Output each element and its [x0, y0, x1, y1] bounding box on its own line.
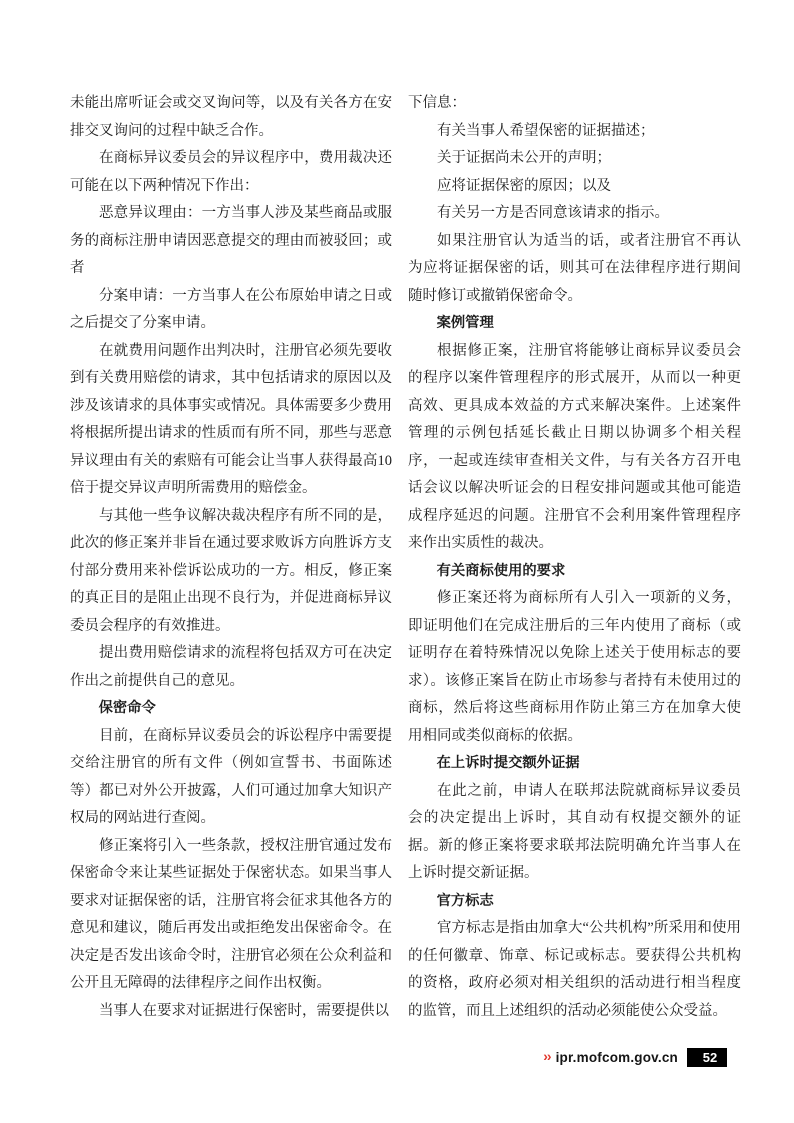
paragraph: 应将证据保密的原因；以及 — [437, 177, 611, 194]
paragraph: 在此之前，申请人在联邦法院就商标异议委员会的决定提出上诉时，其自动有权提交额外的证据。新的修正案将要求联邦法院明确允许当事人在上诉时提交新证据。 — [408, 782, 741, 881]
paragraph: 在就费用问题作出判决时，注册官必须先要收到有关费用赔偿的请求，其中包括请求的原因以及涉及该请求的具体事实或情况。具体需要多少费用将根据所提出请求的性质而有所不同，那些与恶意异议理由有关的索赔有可能会让当事人获得最高10倍于提交异议声明所需费用的赔偿金。 — [70, 342, 392, 496]
paragraph: 当事人在要求对证据进行保密时，需要提供以 — [99, 1002, 389, 1019]
section-heading: 案例管理 — [436, 315, 494, 331]
paragraph: 根据修正案，注册官将能够让商标异议委员会的程序以案件管理程序的形式展开，从而以一种更高效、更具成本效益的方式来解决案件。上述案件管理的示例包括延长截止日期以协调多个相关程序，一起或连续审查相关文件，与有关各方召开电话会议以解决听证会的日程安排问题或其他可能造成程序延迟的问题。注册官不会利用案件管理程序来作出实质性的裁决。 — [408, 342, 741, 551]
paragraph: 关于证据尚未公开的声明； — [437, 150, 611, 166]
site-url: ipr.mofcom.gov.cn — [555, 1049, 678, 1065]
section-heading: 官方标志 — [436, 892, 494, 909]
paragraph: 在商标异议委员会的异议程序中，费用裁决还可能在以下两种情况下作出： — [70, 150, 392, 194]
paragraph: 下信息： — [408, 95, 466, 111]
section-heading: 保密命令 — [98, 700, 156, 716]
paragraph: 与其他一些争议解决裁决程序有所不同的是，此次的修正案并非旨在通过要求败诉方向胜诉方支付部分费用来补偿诉讼成功的一方。相反，修正案的真正目的是阻止出现不良行为，并促进商标异议委员会程序的有效推进。 — [70, 507, 392, 634]
page-number-badge: 52 — [687, 1048, 727, 1067]
double-chevron-icon: ›› — [543, 1048, 551, 1064]
right-column — [408, 90, 741, 1025]
section-heading: 在上诉时提交额外证据 — [436, 755, 580, 771]
paragraph: 提出费用赔偿请求的流程将包括双方可在决定作出之前提供自己的意见。 — [70, 645, 392, 689]
section-heading: 有关商标使用的要求 — [436, 562, 566, 579]
paragraph: 目前，在商标异议委员会的诉讼程序中需要提交给注册官的所有文件（例如宣誓书、书面陈述等）都已对外公开披露，人们可通过加拿大知识产权局的网站进行查阅。 — [70, 727, 392, 826]
paragraph: 如果注册官认为适当的话，或者注册官不再认为应将证据保密的话，则其可在法律程序进行期间随时修订或撤销保密命令。 — [408, 232, 741, 304]
paragraph: 恶意异议理由：一方当事人涉及某些商品或服务的商标注册申请因恶意提交的理由而被驳回；或者 — [70, 205, 392, 276]
paragraph: 分案申请：一方当事人在公布原始申请之日或之后提交了分案申请。 — [70, 287, 392, 331]
paragraph: 有关当事人希望保密的证据描述； — [437, 122, 655, 139]
paragraph: 未能出席听证会或交叉询问等，以及有关各方在安排交叉询问的过程中缺乏合作。 — [70, 95, 392, 139]
left-column — [70, 90, 392, 1025]
paragraph: 有关另一方是否同意该请求的指示。 — [437, 205, 669, 221]
paragraph: 官方标志是指由加拿大“公共机构”所采用和使用的任何徽章、饰章、标记或标志。要获得公共机构的资格，政府必须对相关组织的活动进行相当程度的监管，而且上述组织的活动必须能使公众受益。 — [408, 920, 741, 1019]
paragraph: 修正案还将为商标所有人引入一项新的义务，即证明他们在完成注册后的三年内使用了商标（或证明存在着特殊情况以免除上述关于使用标志的要求）。该修正案旨在防止市场参与者持有未使用过的商标，然后将这些商标用作防止第三方在加拿大使用相同或类似商标的依据。 — [408, 590, 741, 744]
paragraph: 修正案将引入一些条款，授权注册官通过发布保密命令来让某些证据处于保密状态。如果当事人要求对证据保密的话，注册官将会征求其他各方的意见和建议，随后再发出或拒绝发出保密命令。在决定是否发出该命令时，注册官必须在公众利益和公开且无障碍的法律程序之间作出权衡。 — [70, 837, 392, 991]
page-footer — [543, 1047, 727, 1067]
